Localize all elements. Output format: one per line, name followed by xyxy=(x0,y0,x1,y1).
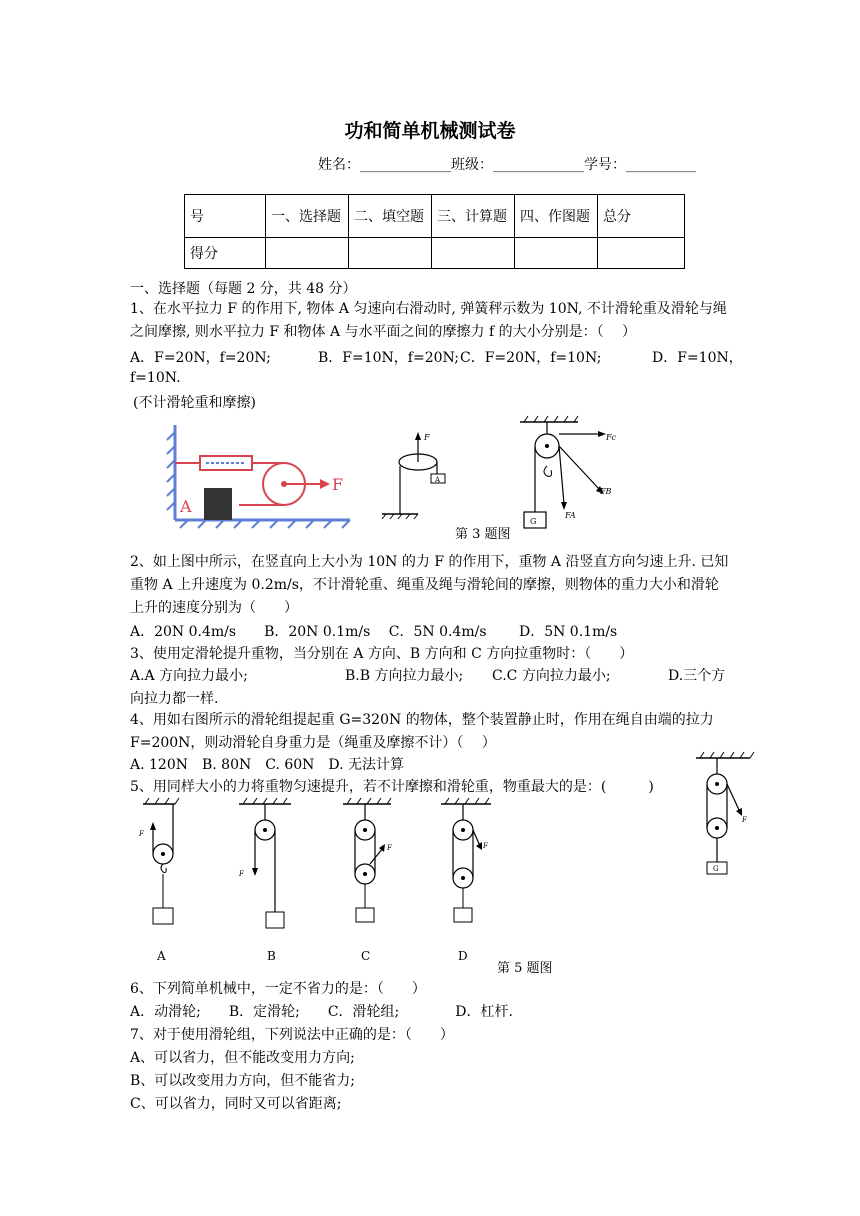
question-4-stem: 4、用如右图所示的滑轮组提起重 G=320N 的物体，整个装置静止时，作用在绳自由端的拉力 F=200N，则动滑轮自身重力是（绳重及摩擦不计）（ ） xyxy=(130,712,714,751)
figure-5-caption: 第 5 题图 xyxy=(497,961,553,976)
fig1-label-f: F xyxy=(332,475,344,494)
question-1-stem: 1、在水平拉力 F 的作用下, 物体 A 匀速向右滑动时, 弹簧秤示数为 10N, 不计滑轮重及滑轮与绳之间摩擦, 则水平拉力 F 和物体 A 与水平面之间的摩擦力 f 的大小分别是：（ ） xyxy=(130,301,727,340)
q4-options: A. 120N B. 80N C. 60N D. 无法计算 xyxy=(130,757,405,773)
score-header-cell: 号 xyxy=(185,195,266,238)
score-table xyxy=(184,194,685,269)
score-header-cell: 二、填空题 xyxy=(349,195,432,238)
fig5-label-c: C xyxy=(361,949,371,963)
fig5-label-f: F xyxy=(139,830,144,838)
fig3-label-fc: Fc xyxy=(606,433,617,442)
score-header-cell: 一、选择题 xyxy=(266,195,349,238)
page-title: 功和简单机械测试卷 xyxy=(344,120,516,142)
fig5-diagram-a xyxy=(138,798,179,963)
score-header-cell: 三、计算题 xyxy=(432,195,515,238)
score-header-cell: 四、作图题 xyxy=(515,195,598,238)
q6-options: A．动滑轮; B．定滑轮; C．滑轮组; D．杠杆. xyxy=(130,1004,513,1020)
q3-option-a: A.A 方向拉力最小; xyxy=(130,668,248,684)
q1-option-d: D．F=10N， xyxy=(652,350,743,366)
score-cell[interactable] xyxy=(515,238,598,269)
question-6-stem: 6、下列简单机械中，一定不省力的是：（ ） xyxy=(130,981,426,997)
score-cell[interactable] xyxy=(598,238,685,269)
score-header-cell: 总分 xyxy=(598,195,685,238)
q7-option-c: C、可以省力，同时又可以省距离; xyxy=(130,1096,342,1112)
q1-option-c: C．F=20N，f=10N; xyxy=(460,350,602,366)
section-heading: 一、选择题（每题 2 分，共 48 分） xyxy=(130,281,357,297)
figure-2-movable-pulley xyxy=(378,428,458,520)
student-info-line: 姓名：_____________班级：_____________学号：__________ xyxy=(318,157,696,173)
q2-options: A．20N 0.4m/s B．20N 0.1m/s C．5N 0.4m/s D．5N 0.1m/s xyxy=(130,624,618,640)
fig5-label-f: F xyxy=(239,870,244,878)
q1-option-b: B．F=10N，f=20N; xyxy=(318,350,459,366)
q3-option-b: B.B 方向拉力最小; xyxy=(345,668,464,684)
question-5-stem: 5、用同样大小的力将重物匀速提升，若不计摩擦和滑轮重，物重最大的是：( ) xyxy=(130,779,654,795)
fig5-label-b: B xyxy=(267,949,276,963)
fig5-label-a: A xyxy=(157,949,166,963)
q3-option-d: D.三个方 xyxy=(668,668,726,684)
fig5-diagram-d xyxy=(441,798,491,963)
score-table-row xyxy=(185,238,685,269)
q1-option-d-cont: f=10N. xyxy=(130,370,181,386)
q3-option-c: C.C 方向拉力最小; xyxy=(492,668,611,684)
q1-option-a: A．F=20N，f=20N; xyxy=(130,350,271,366)
q7-option-b: B、可以改变用力方向，但不能省力; xyxy=(130,1073,356,1089)
figure-3-caption: 第 3 题图 xyxy=(455,527,511,542)
fig5-diagram-c xyxy=(343,798,393,963)
q3-option-d-cont: 向拉力都一样. xyxy=(130,691,219,707)
fig5-label-d: D xyxy=(458,949,468,963)
fig5-label-f: F xyxy=(483,842,488,850)
score-cell[interactable] xyxy=(266,238,349,269)
fig3-label-fb: FB xyxy=(600,487,612,496)
fig5-diagram-b xyxy=(238,798,291,963)
fig3-label-g: G xyxy=(530,517,537,526)
figure-1-spring-pulley xyxy=(160,420,355,530)
fig5-label-f: F xyxy=(387,844,392,852)
figure-4-pulley-block xyxy=(690,750,760,878)
question-7-stem: 7、对于使用滑轮组，下列说法中正确的是：（ ） xyxy=(130,1027,454,1043)
fig4-label-f: F xyxy=(742,816,747,824)
question-3-stem: 3、使用定滑轮提升重物，当分别在 A 方向、B 方向和 C 方向拉重物时：（ ） xyxy=(130,646,634,662)
fig1-label-a: A xyxy=(180,497,192,516)
fig3-label-fa: FA xyxy=(565,511,576,520)
figure-3-fixed-pulley xyxy=(512,414,620,536)
score-row-label: 得分 xyxy=(185,238,266,269)
fig2-label-f: F xyxy=(424,433,430,442)
q7-option-a: A、可以省力，但不能改变用力方向; xyxy=(130,1050,355,1066)
score-table-header-row xyxy=(185,195,685,238)
fig4-label-g: G xyxy=(713,865,719,873)
q1-note: (不计滑轮重和摩擦) xyxy=(133,395,256,411)
score-cell[interactable] xyxy=(349,238,432,269)
score-cell[interactable] xyxy=(432,238,515,269)
fig2-label-a: A xyxy=(435,476,441,484)
figure-5-pulley-set xyxy=(135,796,505,968)
question-2-stem: 2、如上图中所示，在竖直向上大小为 10N 的力 F 的作用下，重物 A 沿竖直方向匀速上升. 已知重物 A 上升速度为 0.2m/s，不计滑轮重、绳重及绳与滑轮间的摩擦，则物体的重力大小和滑轮上升的速度分别为（ ） xyxy=(130,554,729,616)
